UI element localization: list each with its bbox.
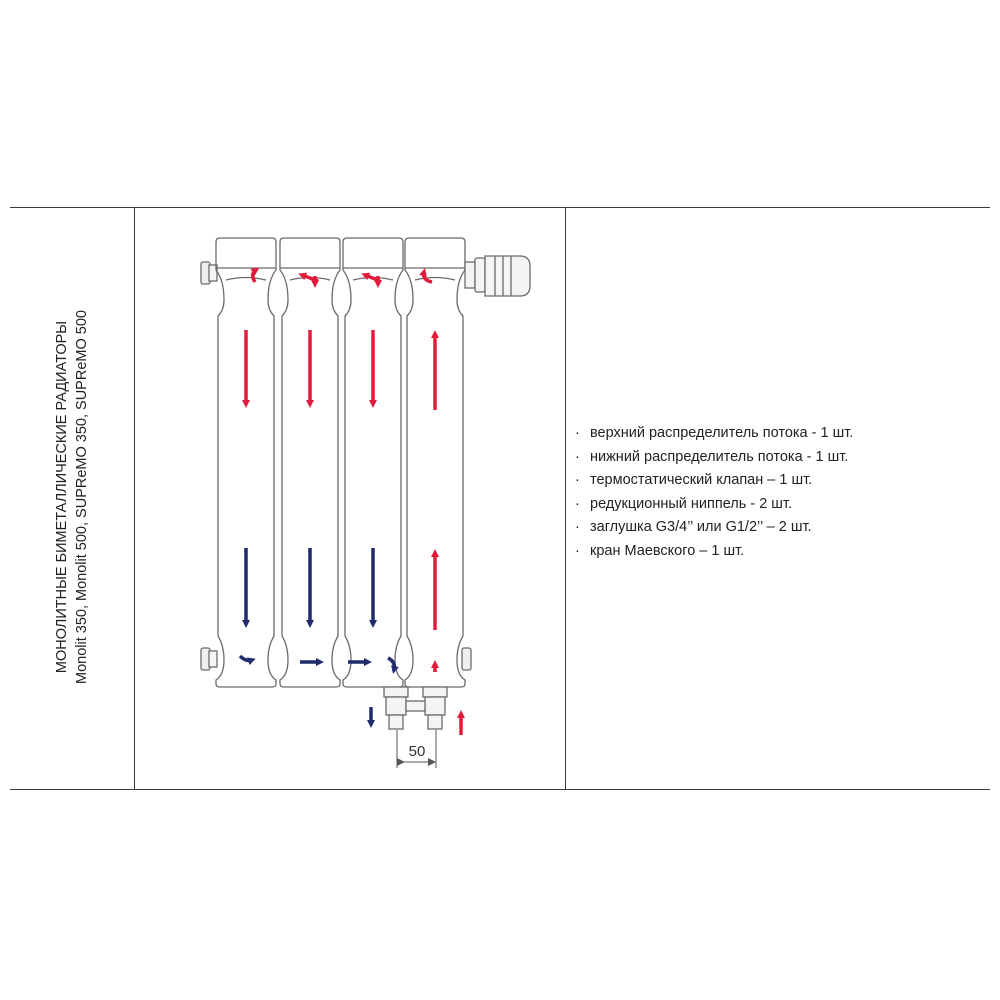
list-item: · термостатический клапан – 1 шт. — [575, 472, 813, 489]
hot-flow-arrow — [253, 270, 256, 282]
dimension-label: 50 — [408, 743, 426, 760]
plug-bottom-right-icon — [462, 648, 471, 670]
cold-flow-arrow — [388, 658, 394, 670]
list-item: · редукционный ниппель - 2 шт. — [575, 495, 792, 512]
valve-unit-icon — [384, 687, 447, 729]
list-item: · нижний распределитель потока - 1 шт. — [575, 448, 849, 465]
list-item: · заглушка G3/4’’ или G1/2’’ – 2 шт. — [575, 519, 812, 536]
parts-list — [575, 422, 853, 564]
caption-models: Monolit 350, Monolit 500, SUPReMO 350, SUPReMO 500 — [74, 310, 90, 684]
thermostatic-head-icon — [465, 256, 530, 296]
cold-flow-arrow — [240, 656, 252, 661]
plug-top-left-icon — [201, 262, 217, 284]
plug-bottom-left-icon — [201, 648, 217, 670]
caption-title: МОНОЛИТНЫЕ БИМЕТАЛЛИЧЕСКИЕ РАДИАТОРЫ — [54, 320, 70, 674]
list-item: · верхний распределитель потока - 1 шт. — [575, 425, 854, 441]
list-item: · кран Маевского – 1 шт. — [575, 542, 745, 559]
